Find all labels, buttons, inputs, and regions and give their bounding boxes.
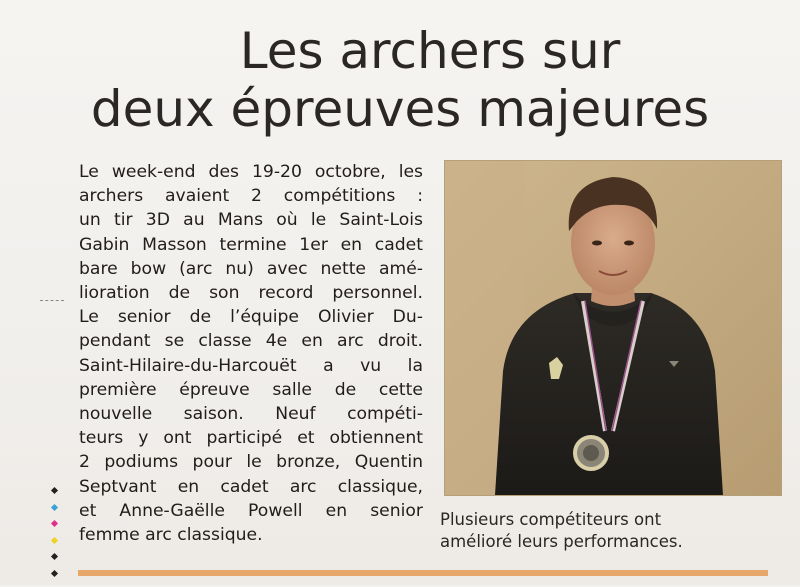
diamond-icon — [51, 503, 58, 510]
body-line: première épreuve salle de cette — [79, 379, 423, 400]
body-line: 2 podiums pour le bronze, Quentin — [79, 452, 423, 473]
diamond-icon — [51, 553, 58, 560]
photo-caption — [440, 509, 780, 553]
fold-mark — [40, 300, 64, 302]
article-body — [79, 160, 423, 547]
caption-line-1: Plusieurs compétiteurs ont — [440, 510, 662, 529]
body-line: lioration de son record personnel. — [79, 283, 423, 304]
body-line: bare bow (arc nu) avec nette amé- — [79, 258, 423, 279]
body-line: un tir 3D au Mans où le Saint-Lois — [79, 210, 423, 231]
headline-line-1: Les archers sur — [239, 22, 621, 80]
accent-bar — [78, 570, 768, 576]
body-line: pendant se classe 4e en arc droit. — [79, 331, 423, 352]
body-line: Saint-Hilaire-du-Harcouët a vu la — [79, 355, 423, 376]
body-line: Le week-end des 19-20 octobre, les — [79, 162, 423, 182]
archer-photo — [444, 160, 782, 496]
body-line: teurs y ont participé et obtiennent — [79, 428, 423, 449]
body-line: Septvant en cadet arc classique, — [79, 476, 423, 497]
body-line: Le senior de l’équipe Olivier Du- — [79, 307, 423, 328]
body-line: archers avaient 2 compétitions : — [79, 186, 423, 207]
article-headline — [0, 22, 800, 138]
body-line: nouvelle saison. Neuf compéti- — [79, 404, 423, 425]
diamond-icon — [51, 487, 58, 494]
body-line: et Anne-Gaëlle Powell en senior — [79, 500, 423, 521]
diamond-icon — [51, 520, 58, 527]
diamond-icon — [51, 536, 58, 543]
body-line: femme arc classique. — [79, 525, 263, 546]
body-line: Gabin Masson termine 1er en cadet — [79, 234, 423, 255]
caption-line-2: amélioré leurs performances. — [440, 532, 683, 551]
diamond-icon — [51, 569, 58, 576]
margin-bullets — [49, 488, 61, 587]
headline-line-2: deux épreuves majeures — [90, 80, 710, 138]
